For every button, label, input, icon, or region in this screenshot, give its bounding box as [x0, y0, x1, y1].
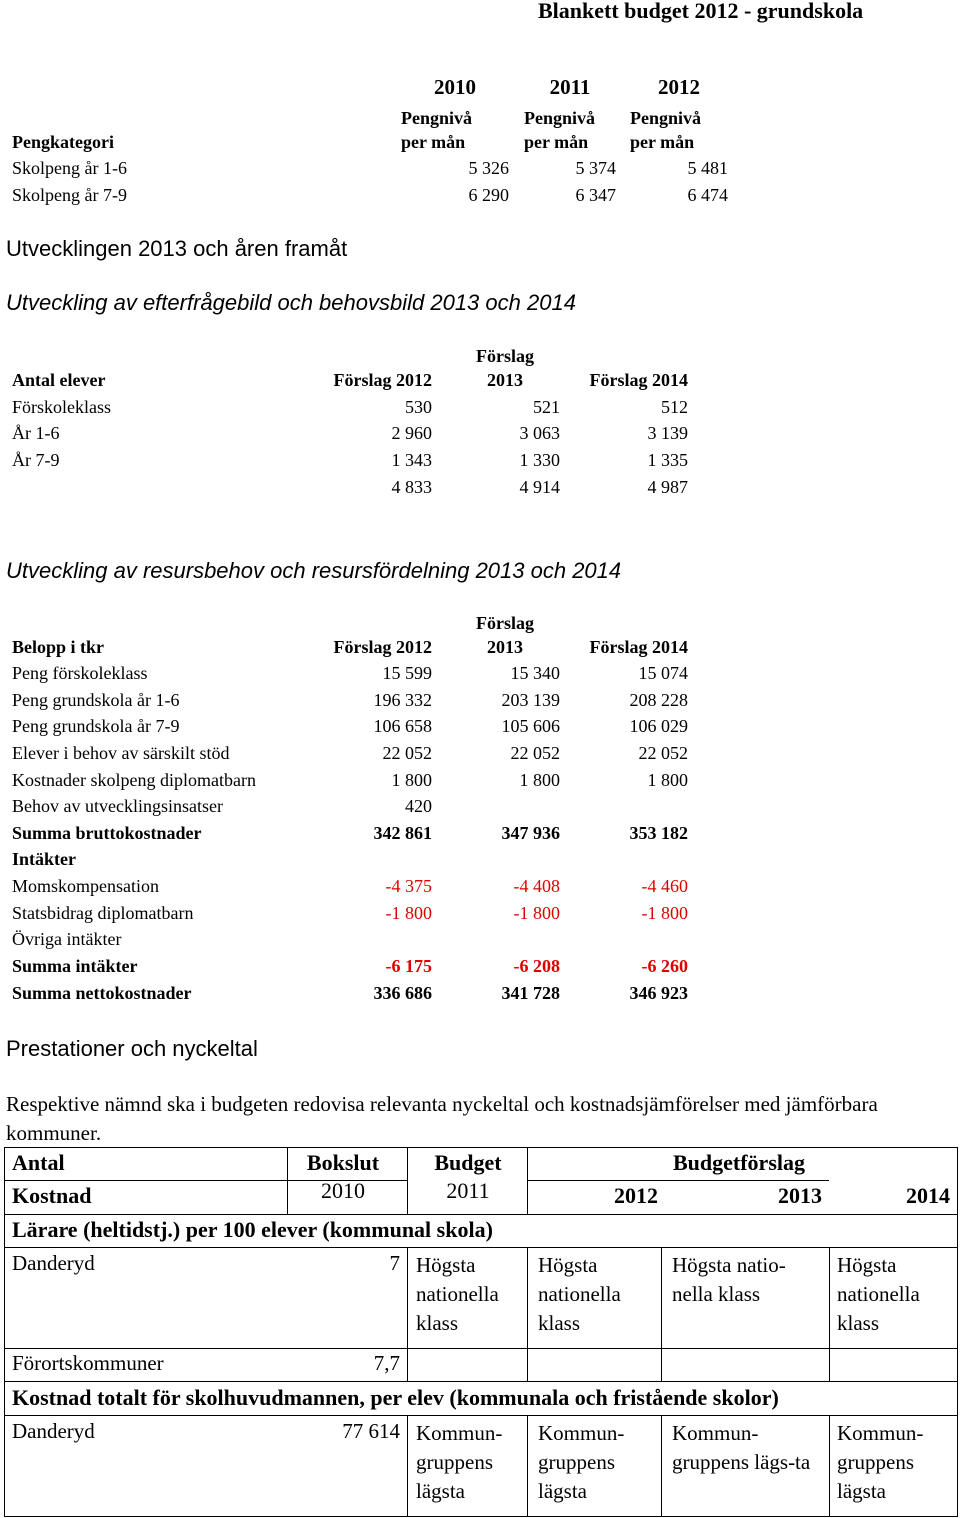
heading-utveckling: Utvecklingen 2013 och åren framåt: [6, 236, 348, 261]
row-label: Kostnader skolpeng diplomatbarn: [12, 770, 256, 790]
cell-target: Högsta nationella klass: [538, 1253, 621, 1335]
row-label: Summa nettokostnader: [12, 983, 192, 1003]
table-row: [0, 716, 960, 742]
cell: 346 923: [629, 983, 688, 1003]
cell-negative: -6 208: [513, 956, 560, 976]
cell: 4 914: [519, 477, 560, 497]
cell: 1 335: [647, 450, 688, 470]
table-row-sum: [0, 823, 960, 849]
cell-target: Högsta nationella klass: [837, 1253, 920, 1335]
cell: 530: [405, 397, 432, 417]
header-year-2012: 2012: [614, 1183, 658, 1208]
peng-level-label: Pengnivå: [630, 108, 702, 128]
table-row: [0, 663, 960, 689]
peng-year-2010: 2010: [434, 75, 476, 99]
peng-year-2012: 2012: [658, 75, 700, 99]
cell-value: 77 614: [342, 1419, 400, 1443]
header-bokslut-year: 2010: [321, 1178, 365, 1203]
cell-target: Högsta nationella klass: [416, 1253, 499, 1335]
cell: 22 052: [382, 743, 432, 763]
cell: 3 063: [519, 423, 560, 443]
row-label: Intäkter: [12, 849, 76, 869]
peng-level-label: Pengnivå: [401, 108, 473, 128]
cell: 5 374: [575, 158, 616, 178]
table-row: [0, 450, 960, 476]
cell: 106 658: [373, 716, 432, 736]
row-label: Peng grundskola år 7-9: [12, 716, 180, 736]
cell: 336 686: [373, 983, 432, 1003]
row-label: Skolpeng år 1-6: [12, 158, 127, 178]
heading-resursbehov: Utveckling av resursbehov och resursfördelning 2013 och 2014: [6, 558, 622, 583]
peng-category-header: Pengkategori: [12, 132, 114, 152]
cell-negative: -6 260: [641, 956, 688, 976]
table-row: [0, 423, 960, 449]
table-row: [0, 770, 960, 796]
cell-negative: -1 800: [385, 903, 432, 923]
cell-target: Högsta natio-nella klass: [672, 1253, 786, 1306]
cell-negative: -1 800: [641, 903, 688, 923]
table-header-row: [0, 637, 960, 663]
col-header: Förslag 2014: [589, 370, 688, 390]
row-label: År 1-6: [12, 423, 60, 443]
cell-target: Kommun-gruppens lägs-ta: [672, 1421, 811, 1474]
header-year-2013: 2013: [778, 1183, 822, 1208]
row-label: Övriga intäkter: [12, 929, 122, 949]
peng-level-label: per mån: [524, 132, 589, 152]
cell-negative: -4 408: [513, 876, 560, 896]
peng-level-label: Pengnivå: [524, 108, 596, 128]
row-label: Peng grundskola år 1-6: [12, 690, 180, 710]
cell: 342 861: [373, 823, 432, 843]
cell: 2 960: [391, 423, 432, 443]
header-antal: Antal: [12, 1150, 65, 1175]
row-label: År 7-9: [12, 450, 60, 470]
table-row: [0, 743, 960, 769]
description-paragraph: Respektive nämnd ska i budgeten redovisa relevanta nyckeltal och kostnadsjämförelser med jämförbara kommuner.: [6, 1092, 878, 1145]
header-budget: Budget: [434, 1150, 502, 1175]
section-title-larare: Lärare (heltidstj.) per 100 elever (kommunal skola): [12, 1217, 493, 1242]
table-row: [0, 185, 960, 211]
col-header: Förslag 2014: [589, 637, 688, 657]
table-row: [0, 903, 960, 929]
section-title-kostnad: Kostnad totalt för skolhuvudmannen, per elev (kommunala och fristående skolor): [12, 1385, 779, 1410]
table-row: [0, 876, 960, 902]
cell: 420: [405, 796, 432, 816]
table-row: [0, 796, 960, 822]
cell: 106 029: [629, 716, 688, 736]
table-header-row: [0, 370, 960, 396]
row-label: Behov av utvecklingsinsatser: [12, 796, 223, 816]
table-row: [0, 690, 960, 716]
cell: 1 800: [647, 770, 688, 790]
row-label: Förskoleklass: [12, 397, 111, 417]
cell: 6 290: [468, 185, 509, 205]
table-row: [0, 158, 960, 184]
table-row: [0, 929, 960, 955]
table-row-total: [0, 477, 960, 503]
table-row: [0, 397, 960, 423]
cell-target: Kommun-gruppens lägsta: [837, 1421, 924, 1503]
cell: 341 728: [501, 983, 560, 1003]
row-label: Peng förskoleklass: [12, 663, 148, 683]
cell: 347 936: [501, 823, 560, 843]
cell-negative: -6 175: [385, 956, 432, 976]
cell: 196 332: [373, 690, 432, 710]
cell: 208 228: [629, 690, 688, 710]
cell: 4 987: [647, 477, 688, 497]
cell-value: 7: [389, 1251, 400, 1275]
col-header: Förslag 2012: [333, 637, 432, 657]
header-budget-year: 2011: [446, 1178, 490, 1203]
peng-year-2011: 2011: [549, 75, 591, 99]
col-header: Förslag: [476, 613, 534, 633]
cell: 1 330: [519, 450, 560, 470]
table-row-sum: [0, 983, 960, 1009]
col-header: Belopp i tkr: [12, 637, 105, 657]
cell: 353 182: [629, 823, 688, 843]
col-header: Förslag: [476, 346, 534, 366]
row-label-danderyd: Danderyd: [12, 1419, 95, 1443]
cell: 15 599: [382, 663, 432, 683]
cell-negative: -4 460: [641, 876, 688, 896]
cell: 5 326: [468, 158, 509, 178]
header-year-2014: 2014: [906, 1183, 950, 1208]
col-header: Förslag 2012: [333, 370, 432, 390]
cell: 1 800: [391, 770, 432, 790]
header-kostnad: Kostnad: [12, 1183, 92, 1208]
cell: 15 074: [638, 663, 688, 683]
row-label: Skolpeng år 7-9: [12, 185, 127, 205]
cell: 1 800: [519, 770, 560, 790]
cell: 3 139: [647, 423, 688, 443]
cell: 5 481: [687, 158, 728, 178]
cell: 105 606: [501, 716, 560, 736]
cell: 15 340: [510, 663, 560, 683]
col-header: 2013: [487, 637, 523, 657]
heading-efterfragebild: Utveckling av efterfrågebild och behovsbild 2013 och 2014: [6, 290, 576, 315]
cell: 1 343: [391, 450, 432, 470]
row-label-fororter: Förortskommuner: [12, 1351, 164, 1375]
row-label: Momskompensation: [12, 876, 159, 896]
row-label-danderyd: Danderyd: [12, 1251, 95, 1275]
cell-negative: -4 375: [385, 876, 432, 896]
table-row-section: [0, 849, 960, 875]
col-header: 2013: [487, 370, 523, 390]
heading-prestationer: Prestationer och nyckeltal: [6, 1036, 258, 1061]
cell-target: Kommun-gruppens lägsta: [538, 1421, 625, 1503]
header-bokslut: Bokslut: [306, 1150, 380, 1175]
table-row-sum: [0, 956, 960, 982]
col-header: Antal elever: [12, 370, 106, 390]
cell-negative: -1 800: [513, 903, 560, 923]
cell: 6 474: [687, 185, 728, 205]
row-label: Statsbidrag diplomatbarn: [12, 903, 194, 923]
cell: 512: [661, 397, 688, 417]
cell: 6 347: [575, 185, 616, 205]
cell-target: Kommun-gruppens lägsta: [416, 1421, 503, 1503]
page-title: Blankett budget 2012 - grundskola: [538, 0, 864, 23]
cell: 521: [533, 397, 560, 417]
cell: 22 052: [638, 743, 688, 763]
cell: 4 833: [391, 477, 432, 497]
cell-value: 7,7: [373, 1351, 400, 1375]
cell: 203 139: [501, 690, 560, 710]
peng-level-label: per mån: [401, 132, 466, 152]
row-label: Elever i behov av särskilt stöd: [12, 743, 230, 763]
row-label: Summa bruttokostnader: [12, 823, 202, 843]
header-budgetforslag: Budgetförslag: [673, 1150, 805, 1175]
peng-level-label: per mån: [630, 132, 695, 152]
row-label: Summa intäkter: [12, 956, 138, 976]
cell: 22 052: [510, 743, 560, 763]
